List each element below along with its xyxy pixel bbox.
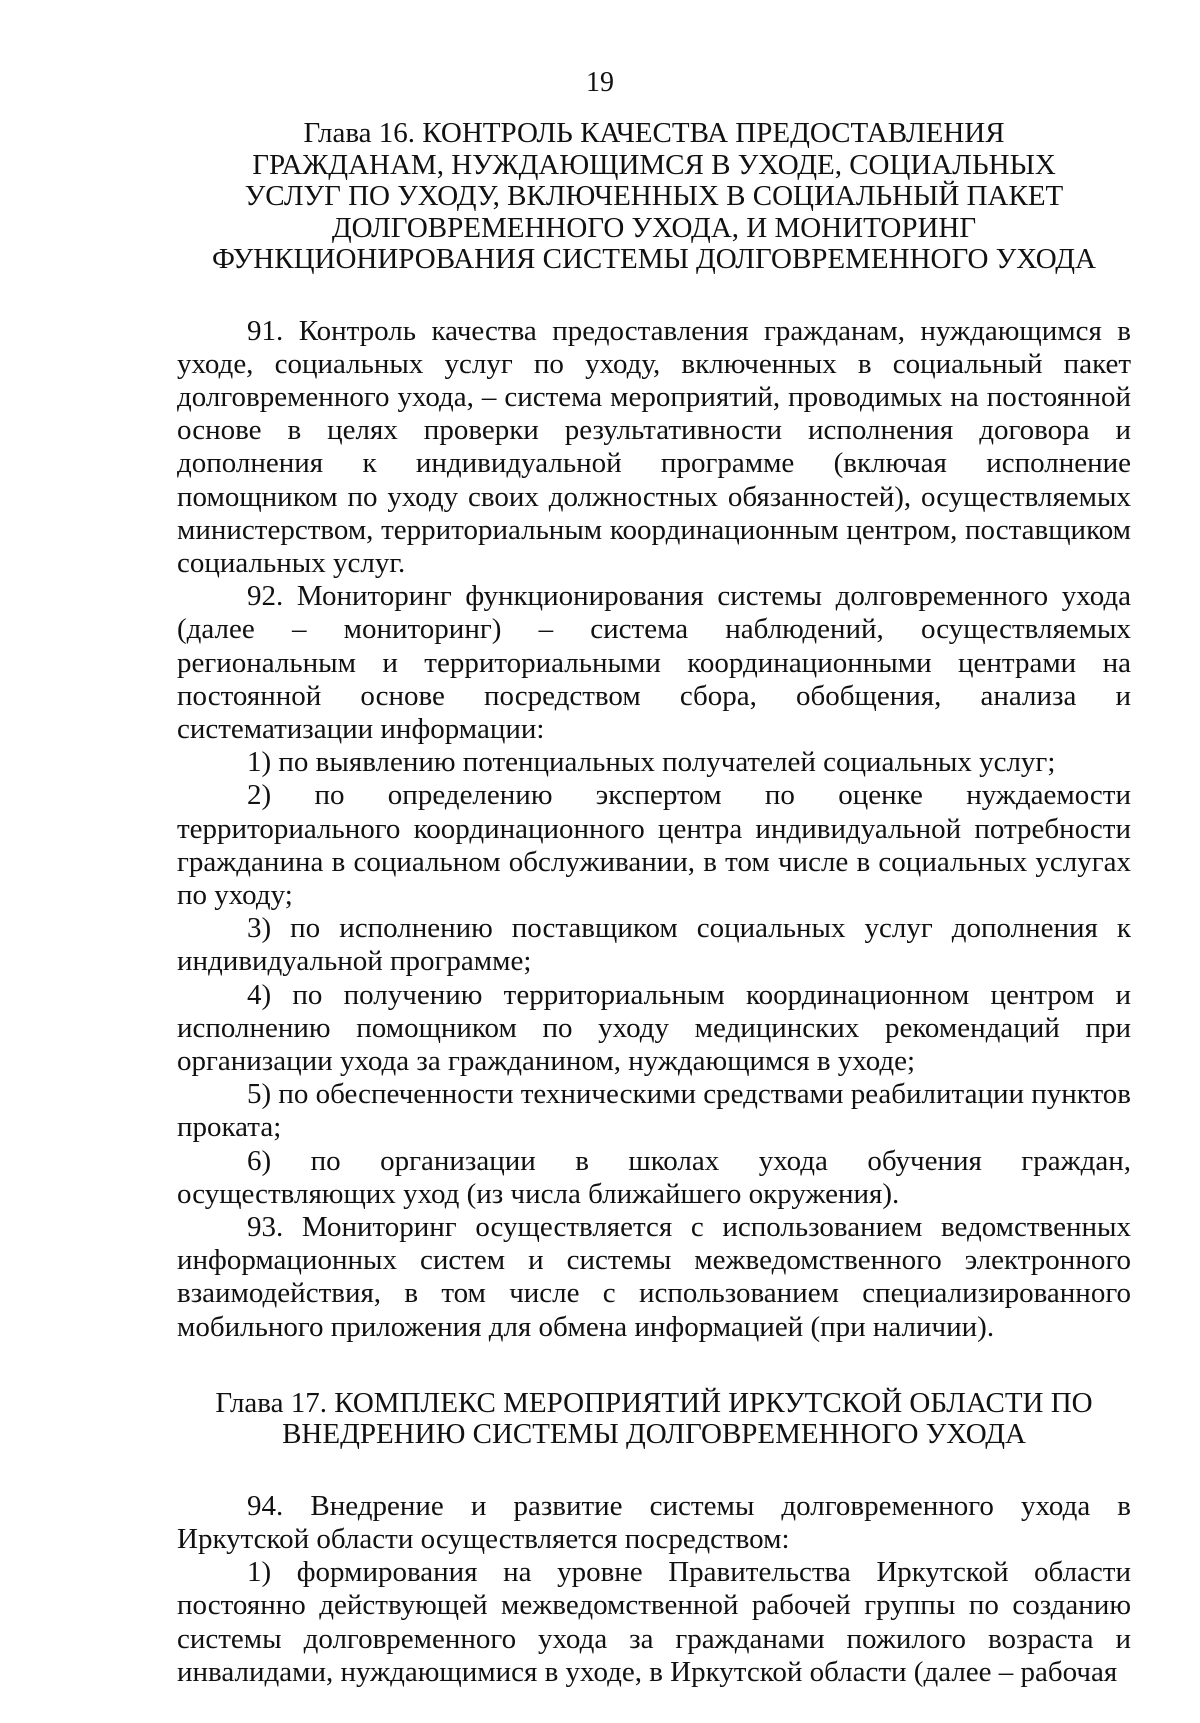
paragraph-94: 94. Внедрение и развитие системы долговременного ухода в Иркутской области осуществляется посредством: (177, 1489, 1131, 1555)
chapter-17-heading: Глава 17. КОМПЛЕКС МЕРОПРИЯТИЙ ИРКУТСКОЙ ОБЛАСТИ ПО ВНЕДРЕНИЮ СИСТЕМЫ ДОЛГОВРЕМЕННОГО УХОДА (215, 1386, 1093, 1451)
paragraph-92: 92. Мониторинг функционирования системы долговременного ухода (далее – мониторинг) – система наблюдений, осуществляемых региональным и территориальными координационными центрами на постоянной основе посредством сбора, обобщения, анализа и систематизации информации: (177, 580, 1131, 745)
list-item-94-1: 1) формирования на уровне Правительства Иркутской области постоянно действующей межведомственной рабочей группы по созданию системы долговременного ухода за гражданами пожилого возраста и инвалидами, нуждающимися в уходе, в Иркутской области (далее – рабочая (177, 1556, 1131, 1688)
list-item-92-1: 1) по выявлению потенциальных получателей социальных услуг; (247, 746, 1056, 779)
page-number: 19 (586, 67, 614, 98)
list-item-92-2: 2) по определению экспертом по оценке нуждаемости территориального координационного центра индивидуальной потребности гражданина в социальном обслуживании, в том числе в социальных услугах по уходу; (177, 779, 1131, 911)
paragraph-91: 91. Контроль качества предоставления гражданам, нуждающимся в уходе, социальных услуг по уходу, включенных в социальный пакет долговременного ухода, – система мероприятий, проводимых на постоянной основе в целях проверки результативности исполнения договора и дополнения к индивидуальной программе (включая исполнение помощником по уходу своих должностных обязанностей), осуществляемых министерством, территориальным координационным центром, поставщиком социальных услуг. (177, 314, 1131, 579)
list-item-92-3: 3) по исполнению поставщиком социальных услуг дополнения к индивидуальной программе; (177, 912, 1131, 978)
list-item-92-6: 6) по организации в школах ухода обучения граждан, осуществляющих уход (из числа ближайшего окружения). (177, 1144, 1131, 1210)
chapter-16-heading: Глава 16. КОНТРОЛЬ КАЧЕСТВА ПРЕДОСТАВЛЕНИЯ ГРАЖДАНАМ, НУЖДАЮЩИМСЯ В УХОДЕ, СОЦИАЛЬНЫХ УСЛУГ ПО УХОДУ, ВКЛЮЧЕННЫХ В СОЦИАЛЬНЫЙ ПАКЕТ ДОЛГОВРЕМЕННОГО УХОДА, И МОНИТОРИНГ ФУНКЦИОНИРОВАНИЯ СИСТЕМЫ ДОЛГОВРЕМЕННОГО УХОДА (212, 117, 1096, 275)
paragraph-93: 93. Мониторинг осуществляется с использованием ведомственных информационных систем и системы межведомственного электронного взаимодействия, в том числе с использованием специализированного мобильного приложения для обмена информацией (при наличии). (177, 1210, 1131, 1343)
list-item-92-5: 5) по обеспеченности техническими средствами реабилитации пунктов проката; (177, 1078, 1131, 1144)
page-content (177, 118, 1131, 1689)
list-item-92-4: 4) по получению территориальным координационном центром и исполнению помощником по уходу медицинских рекомендаций при организации ухода за гражданином, нуждающимся в уходе; (177, 978, 1131, 1077)
